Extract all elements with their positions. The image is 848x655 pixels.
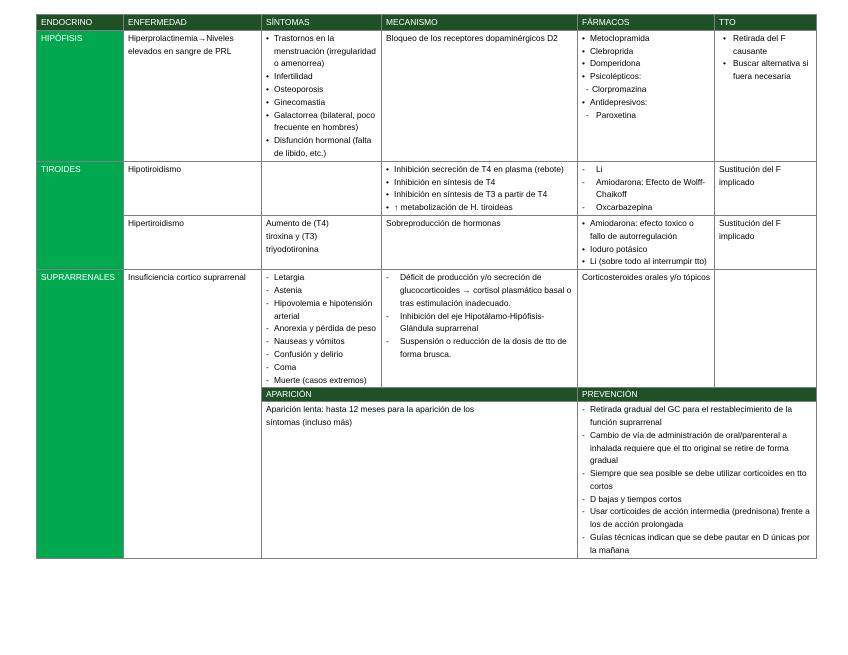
mecanismo-cell: Sobreproducción de hormonas	[382, 215, 578, 269]
list-item: • Inhibición en síntesis de T4	[386, 176, 573, 189]
tto-cell: Sustitución del F implicado	[715, 215, 817, 269]
list-item: • Disfunción hormonal (falta de libido, etc.)	[266, 134, 377, 160]
list-item: • Trastornos en la menstruación (irregularidad o amenorrea)	[266, 32, 377, 70]
endocrino-cell-hipofisis: HIPÓFISIS	[37, 30, 124, 161]
header-mecanismo: MECANISMO	[382, 15, 578, 31]
sintomas-list	[266, 32, 377, 160]
list-item: • Psicolépticos:	[582, 70, 710, 83]
list-item: • Metoclopramida	[582, 32, 710, 45]
tto-cell: Sustitución del F implicado	[715, 161, 817, 215]
list-item: • Inhibición en síntesis de T3 a partir de T4	[386, 188, 573, 201]
list-item: • Infertilidad	[266, 70, 377, 83]
endocrino-cell-tiroides: TIROIDES	[37, 161, 124, 269]
list-item: - Amiodarona: Efecto de Wolff-Chaikoff	[582, 176, 710, 202]
list-item: - Muerte (casos extremos)	[266, 374, 377, 387]
list-item: • Osteoporosis	[266, 83, 377, 96]
endocrine-drug-effects-table	[36, 14, 817, 559]
list-item: - Coma	[266, 361, 377, 374]
list-item: • Domperidona	[582, 57, 710, 70]
mecanismo-cell	[382, 161, 578, 215]
header-farmacos: FÁRMACOS	[578, 15, 715, 31]
aparicion-header: APARICIÓN	[262, 388, 578, 402]
list-item: • Ginecomastia	[266, 96, 377, 109]
list-item: • Buscar alternativa si fuera necesaria	[723, 57, 812, 83]
tto-cell	[715, 30, 817, 161]
sintomas-list	[266, 271, 377, 386]
prevencion-cell	[578, 402, 817, 559]
farmacos-list	[582, 32, 710, 83]
farmacos-list	[582, 217, 710, 268]
mecanismo-list	[386, 271, 573, 361]
header-enfermedad: ENFERMEDAD	[124, 15, 262, 31]
list-item: - Retirada gradual del GC para el restablecimiento de la función suprarrenal	[582, 403, 812, 429]
list-item: - Nauseas y vómitos	[266, 335, 377, 348]
list-item: • Amiodarona: efecto toxico o fallo de autorregulación	[582, 217, 710, 243]
tto-list	[719, 32, 812, 83]
enfermedad-cell: Hipotiroidismo	[124, 161, 262, 215]
list-item: - Inhibición del eje Hipotálamo-Hipófisis-Glándula suprarrenal	[386, 310, 573, 336]
mecanismo-list	[386, 163, 573, 214]
list-item: - Hipovolemia e hipotensión arterial	[266, 297, 377, 323]
list-item: • Li (sobre todo al interrumpir tto)	[582, 255, 710, 268]
list-item: - Confusión y delirio	[266, 348, 377, 361]
list-item: - Oxcarbazepina	[582, 201, 710, 214]
farmacos-cell: Corticosteroides orales y/o tópicos	[578, 270, 715, 388]
aparicion-text: Aparición lenta: hasta 12 meses para la aparición de los síntomas (incluso más)	[266, 404, 475, 427]
farmacos-sublist	[582, 83, 710, 96]
header-sintomas: SÍNTOMAS	[262, 15, 382, 31]
table-row-suprarrenales	[37, 270, 817, 388]
table-row-hipertiroidismo	[37, 215, 817, 269]
list-item: - Paroxetina	[586, 109, 710, 122]
sintomas-cell	[262, 215, 382, 269]
list-item: • Inhibición secreción de T4 en plasma (rebote)	[386, 163, 573, 176]
aparicion-cell	[262, 402, 578, 559]
list-item: - Déficit de producción y/o secreción de glucocorticoides → cortisol plasmático basal o tras estimulación inadecuado.	[386, 271, 573, 309]
prevencion-header: PREVENCIÓN	[578, 388, 817, 402]
sintomas-cell	[262, 161, 382, 215]
sintomas-cell	[262, 30, 382, 161]
farmacos-cell	[578, 161, 715, 215]
farmacos-sublist	[582, 109, 710, 122]
list-item: - D bajas y tiempos cortos	[582, 493, 812, 506]
mecanismo-cell	[382, 270, 578, 388]
farmacos-cell	[578, 30, 715, 161]
farmacos-list	[582, 163, 710, 214]
list-item: - Guías técnicas indican que se debe pautar en D únicas por la mañana	[582, 531, 812, 557]
farmacos-cell	[578, 215, 715, 269]
header-endocrino: ENDOCRINO	[37, 15, 124, 31]
list-item: • Retirada del F causante	[723, 32, 812, 58]
table-row-hipofisis	[37, 30, 817, 161]
prevencion-list	[582, 403, 812, 557]
header-row	[37, 15, 817, 31]
header-tto: TTO	[715, 15, 817, 31]
list-item: - Suspensión o reducción de la dosis de tto de forma brusca.	[386, 335, 573, 361]
list-item: • ↑ metabolización de H. tiroideas	[386, 201, 573, 214]
sintomas-line: tiroxina y (T3)	[266, 230, 318, 241]
list-item: - Usar corticoides de acción intermedia (prednisona) frente a los de acción prolongada	[582, 505, 812, 531]
list-item: - Li	[582, 163, 710, 176]
list-item: - Letargia	[266, 271, 377, 284]
enfermedad-cell: Hiperprolactinemia→Niveles elevados en sangre de PRL	[124, 30, 262, 161]
enfermedad-cell: Insuficiencia cortico suprarrenal	[124, 270, 262, 559]
mecanismo-cell: Bloqueo de los receptores dopaminérgicos D2	[382, 30, 578, 161]
list-item: - Astenia	[266, 284, 377, 297]
sintomas-cell	[262, 270, 382, 388]
table-row-hipotiroidismo	[37, 161, 817, 215]
tto-cell	[715, 270, 817, 388]
list-item: • Antidepresivos:	[582, 96, 710, 109]
sintomas-line: Aumento de (T4)	[266, 217, 329, 228]
list-item: - Clorpromazina	[586, 83, 710, 96]
list-item: - Anorexia y pérdida de peso	[266, 322, 377, 335]
list-item: • Ioduro potásico	[582, 243, 710, 256]
sintomas-line: triyodotironina	[266, 243, 319, 254]
enfermedad-cell: Hipertiroidismo	[124, 215, 262, 269]
list-item: • Clebroprida	[582, 45, 710, 58]
list-item: • Galactorrea (bilateral, poco frecuente en hombres)	[266, 109, 377, 135]
endocrino-cell-suprarrenales: SUPRARRENALES	[37, 270, 124, 559]
list-item: - Cambio de vía de administración de oral/parenteral a inhalada requiere que el tto original se retire de forma gradual	[582, 429, 812, 467]
farmacos-list	[582, 96, 710, 109]
list-item: - Siempre que sea posible se debe utilizar corticoides en tto cortos	[582, 467, 812, 493]
